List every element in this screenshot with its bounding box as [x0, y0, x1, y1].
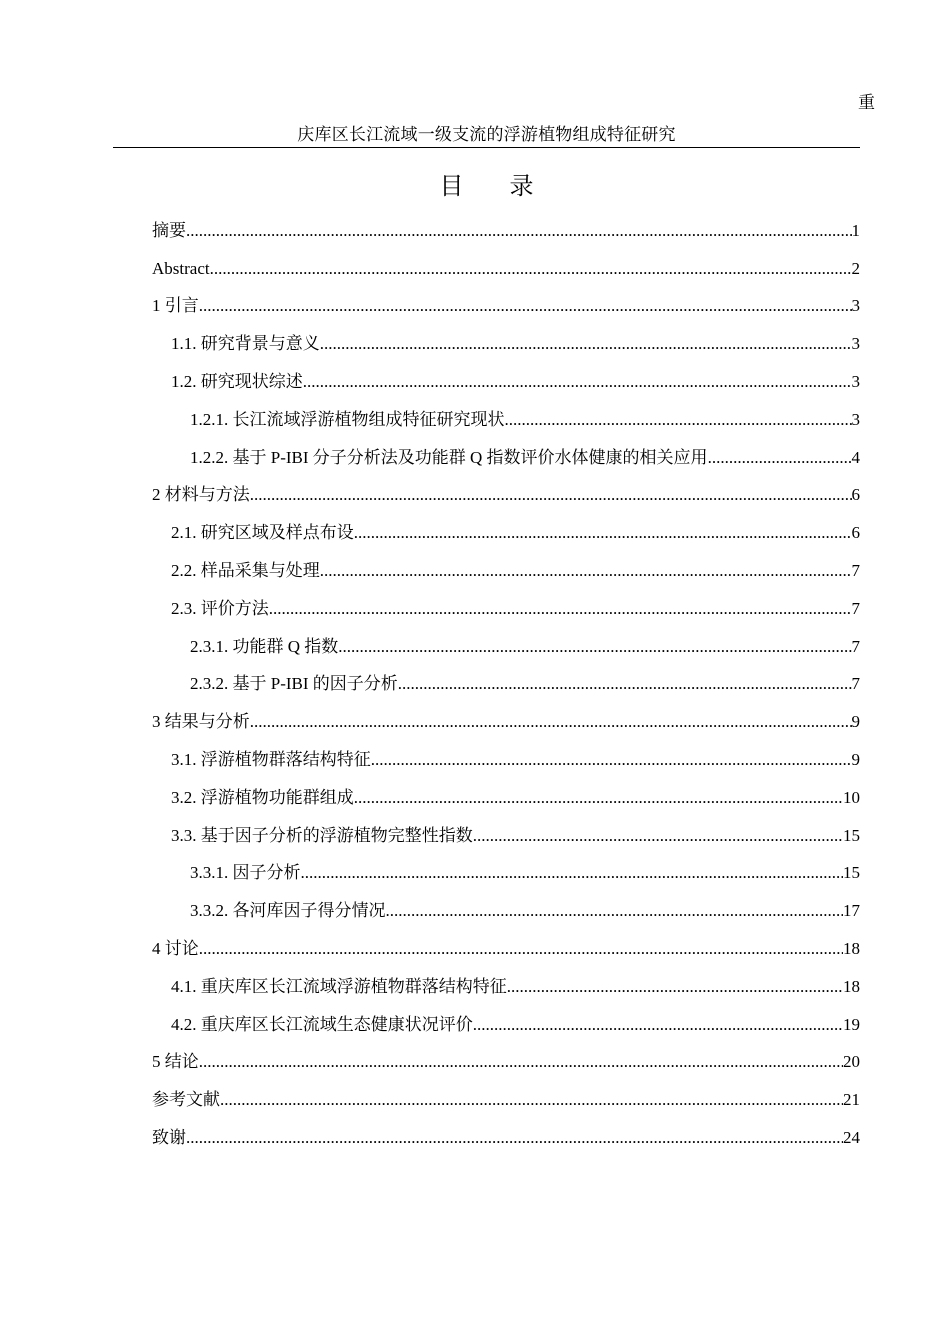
toc-entry[interactable] — [0, 363, 950, 401]
toc-heading-left: 目 — [439, 174, 464, 200]
toc-entry-page-number: 3 — [851, 372, 860, 392]
toc-entry-title: 4.1. 重庆库区长江流域浮游植物群落结构特征 — [171, 976, 507, 996]
toc-dot-leader — [250, 484, 852, 506]
toc-dot-leader — [210, 258, 852, 280]
toc-entry-title: 1.2. 研究现状综述 — [171, 372, 303, 392]
toc-entry-title: 3 结果与分析 — [152, 712, 250, 732]
toc-entry-page-number: 17 — [843, 901, 860, 921]
toc-entry[interactable] — [0, 1081, 950, 1119]
toc-dot-leader — [371, 749, 852, 771]
toc-dot-leader — [354, 522, 852, 544]
toc-entry[interactable] — [0, 477, 950, 515]
toc-entry-title: 摘要 — [152, 220, 186, 240]
toc-entry-page-number: 6 — [851, 523, 860, 543]
toc-entry[interactable] — [0, 288, 950, 326]
toc-entry[interactable] — [0, 439, 950, 477]
toc-entry[interactable] — [0, 703, 950, 741]
toc-entry[interactable] — [0, 628, 950, 666]
toc-entry-title: 2.3. 评价方法 — [171, 598, 269, 618]
toc-entry[interactable] — [0, 401, 950, 439]
toc-entry[interactable] — [0, 250, 950, 288]
toc-dot-leader — [473, 1014, 843, 1036]
toc-entry-page-number: 19 — [843, 1014, 860, 1034]
toc-dot-leader — [320, 560, 852, 582]
toc-entry-page-number: 24 — [843, 1128, 860, 1148]
toc-entry[interactable] — [0, 325, 950, 363]
toc-entry-title: Abstract — [152, 258, 210, 278]
toc-dot-leader — [186, 1127, 843, 1149]
toc-entry[interactable] — [0, 741, 950, 779]
toc-entry-title: 1.2.2. 基于 P-IBI 分子分析法及功能群 Q 指数评价水体健康的相关应用 — [190, 447, 708, 467]
toc-entry-page-number: 9 — [851, 712, 860, 732]
toc-entry[interactable] — [0, 552, 950, 590]
toc-entry-page-number: 10 — [843, 787, 860, 807]
toc-entry-page-number: 1 — [851, 220, 860, 240]
toc-dot-leader — [303, 371, 852, 393]
toc-entry[interactable] — [0, 1044, 950, 1082]
toc-dot-leader — [269, 598, 852, 620]
toc-entry[interactable] — [0, 968, 950, 1006]
toc-entry-page-number: 18 — [843, 939, 860, 959]
toc-heading-right: 录 — [509, 174, 534, 200]
toc-entry-page-number: 7 — [851, 636, 860, 656]
toc-dot-leader — [386, 900, 844, 922]
running-header-title: 庆库区长江流域一级支流的浮游植物组成特征研究 — [297, 125, 676, 144]
toc-entry-page-number: 3 — [851, 409, 860, 429]
toc-entry-page-number: 7 — [851, 598, 860, 618]
toc-dot-leader — [354, 787, 843, 809]
toc-entry-title: 4 讨论 — [152, 939, 199, 959]
toc-entry-title: 2 材料与方法 — [152, 485, 250, 505]
toc-dot-leader — [398, 673, 852, 695]
toc-entry-title: 参考文献 — [152, 1090, 220, 1110]
toc-dot-leader — [301, 862, 844, 884]
header-corner-char: 重 — [858, 93, 875, 112]
toc-entry-page-number: 9 — [851, 750, 860, 770]
toc-entry-title: 2.2. 样品采集与处理 — [171, 561, 320, 581]
toc-dot-leader — [199, 1051, 843, 1073]
toc-entry-title: 1.2.1. 长江流域浮游植物组成特征研究现状 — [190, 409, 505, 429]
toc-entry-page-number: 21 — [843, 1090, 860, 1110]
toc-entry-page-number: 4 — [851, 447, 860, 467]
toc-dot-leader — [708, 447, 852, 469]
toc-entry[interactable] — [0, 779, 950, 817]
toc-entry-page-number: 3 — [851, 296, 860, 316]
toc-dot-leader — [199, 938, 843, 960]
toc-entry-title: 致谢 — [152, 1128, 186, 1148]
toc-entry-title: 3.3. 基于因子分析的浮游植物完整性指数 — [171, 825, 473, 845]
toc-entry-page-number: 18 — [843, 976, 860, 996]
toc-heading — [113, 172, 860, 202]
toc-entry-page-number: 7 — [851, 561, 860, 581]
toc-entry-page-number: 7 — [851, 674, 860, 694]
toc-entry[interactable] — [0, 590, 950, 628]
toc-entry-page-number: 15 — [843, 825, 860, 845]
toc-dot-leader — [473, 825, 843, 847]
toc-entry[interactable] — [0, 1119, 950, 1157]
toc-entry-page-number: 2 — [851, 258, 860, 278]
toc-entry-page-number: 20 — [843, 1052, 860, 1072]
toc-entry-title: 5 结论 — [152, 1052, 199, 1072]
toc-entry-title: 1 引言 — [152, 296, 199, 316]
toc-entry-title: 3.2. 浮游植物功能群组成 — [171, 787, 354, 807]
toc-entry-title: 3.1. 浮游植物群落结构特征 — [171, 750, 371, 770]
toc-list — [0, 212, 950, 1157]
toc-entry-title: 3.3.1. 因子分析 — [190, 863, 301, 883]
toc-dot-leader — [220, 1089, 843, 1111]
toc-entry-title: 2.3.2. 基于 P-IBI 的因子分析 — [190, 674, 398, 694]
toc-dot-leader — [250, 711, 852, 733]
toc-entry-title: 4.2. 重庆库区长江流域生态健康状况评价 — [171, 1014, 473, 1034]
toc-entry[interactable] — [0, 855, 950, 893]
toc-dot-leader — [338, 636, 851, 658]
toc-entry[interactable] — [0, 514, 950, 552]
toc-entry[interactable] — [0, 666, 950, 704]
toc-entry[interactable] — [0, 892, 950, 930]
toc-entry[interactable] — [0, 1006, 950, 1044]
toc-entry-title: 2.3.1. 功能群 Q 指数 — [190, 636, 339, 656]
toc-dot-leader — [186, 220, 852, 242]
toc-entry-page-number: 6 — [851, 485, 860, 505]
toc-entry[interactable] — [0, 817, 950, 855]
toc-dot-leader — [320, 333, 852, 355]
toc-dot-leader — [507, 976, 843, 998]
toc-entry-title: 2.1. 研究区域及样点布设 — [171, 523, 354, 543]
toc-dot-leader — [199, 295, 852, 317]
toc-entry[interactable] — [0, 930, 950, 968]
header-divider — [113, 147, 860, 148]
toc-entry-page-number: 15 — [843, 863, 860, 883]
toc-entry-page-number: 3 — [851, 334, 860, 354]
toc-entry[interactable] — [0, 212, 950, 250]
toc-dot-leader — [505, 409, 852, 431]
toc-entry-title: 1.1. 研究背景与意义 — [171, 334, 320, 354]
toc-entry-title: 3.3.2. 各河库因子得分情况 — [190, 901, 386, 921]
